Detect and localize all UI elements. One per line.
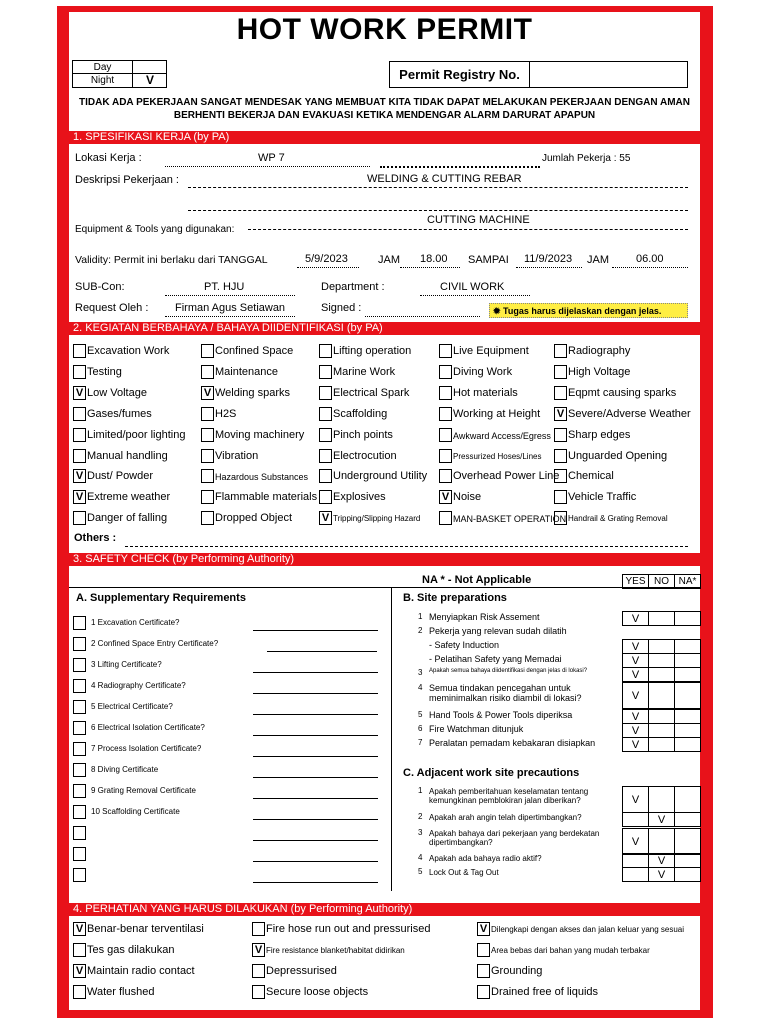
precaution-label: Drained free of liquids: [491, 986, 599, 998]
suppl-label: 2 Confined Space Entry Certificate?: [91, 639, 219, 648]
suppl-label: 6 Electrical Isolation Certificate?: [91, 723, 205, 732]
validity-label: Validity: Permit ini berlaku dari TANGGAL: [75, 254, 268, 266]
site-prep-answer: [622, 653, 701, 668]
equip-value[interactable]: CUTTING MACHINE: [427, 214, 530, 226]
site-prep-label: Peralatan pemadam kebakaran disiapkan: [429, 738, 596, 748]
jumlah-label: Jumlah Pekerja :: [542, 153, 617, 164]
answer-cell-na[interactable]: [675, 854, 701, 868]
date-from-line: [297, 267, 359, 268]
precaution-checkbox[interactable]: [252, 922, 265, 936]
precaution-label: Tes gas dilakukan: [87, 944, 175, 956]
answer-cell-na[interactable]: [675, 787, 701, 813]
answer-cell-na[interactable]: [675, 813, 701, 827]
section-1-header: 1. SPESIFIKASI KERJA (by PA): [69, 131, 700, 144]
hazard-checkbox[interactable]: [554, 428, 567, 442]
hazard-label: Pressurized Hoses/Lines: [453, 451, 542, 461]
adjacent-answer: [622, 853, 701, 868]
time-from[interactable]: 18.00: [420, 253, 448, 265]
frame-left: [57, 6, 69, 1018]
adjacent-answer: [622, 867, 701, 882]
precaution-checkbox[interactable]: [477, 943, 490, 957]
subcon-line: [165, 295, 295, 296]
hazard-label: Overhead Power Line: [453, 470, 560, 483]
answer-cell-y[interactable]: V: [623, 724, 649, 738]
hazard-label: Working at Height: [453, 407, 541, 420]
answer-cell-no[interactable]: [649, 829, 675, 855]
precaution-checkbox[interactable]: [73, 943, 86, 957]
lokasi-label: Lokasi Kerja :: [75, 152, 142, 164]
registry-label: Permit Registry No.: [390, 62, 530, 87]
hazard-label: MAN-BASKET OPERATION: [453, 514, 567, 525]
suppl-line: [253, 861, 378, 862]
section-3-header: 3. SAFETY CHECK (by Performing Authority): [69, 553, 700, 566]
answer-cell-no[interactable]: [649, 738, 675, 752]
hazard-checkbox[interactable]: V: [319, 511, 332, 525]
hazard-label: Sharp edges: [568, 428, 631, 441]
precaution-label: Area bebas dari bahan yang mudah terbakar: [491, 946, 650, 955]
date-to-line: [516, 267, 582, 268]
adjacent-num: 5: [418, 867, 423, 876]
hazard-checkbox[interactable]: [554, 386, 567, 400]
suppl-label: 3 Lifting Certificate?: [91, 660, 162, 669]
signed-label: Signed :: [321, 302, 362, 314]
answer-cell-y[interactable]: V: [623, 738, 649, 752]
signed-line: [365, 316, 480, 317]
adjacent-answer: [622, 786, 701, 813]
site-prep-label: Hand Tools & Power Tools diperiksa: [429, 710, 573, 720]
precaution-label: Grounding: [491, 965, 543, 977]
hazard-label: Excavation Work: [87, 345, 170, 357]
adjacent-label: Apakah arah angin telah dipertimbangkan?: [429, 813, 582, 822]
hazard-label: Tripping/Slipping Hazard: [333, 514, 421, 524]
jam2-label: JAM: [587, 254, 609, 266]
equip-label: Equipment & Tools yang digunakan:: [75, 224, 235, 235]
suppl-label: 4 Radiography Certificate?: [91, 681, 186, 690]
hazard-checkbox[interactable]: [201, 407, 214, 421]
hazard-checkbox[interactable]: [73, 365, 86, 379]
suppl-line: [253, 630, 378, 631]
site-prep-label: Menyiapkan Risk Assement: [429, 612, 540, 622]
site-prep-answer: [622, 737, 701, 752]
answer-cell-no[interactable]: [649, 710, 675, 724]
site-prep-answer: [622, 667, 701, 682]
others-line: [125, 546, 688, 547]
hazard-checkbox[interactable]: [319, 365, 332, 379]
hazard-label: Noise: [453, 491, 482, 504]
suppl-label: 1 Excavation Certificate?: [91, 618, 180, 627]
hazard-label: Live Equipment: [453, 345, 529, 357]
answer-cell-y[interactable]: V: [623, 683, 649, 709]
precaution-checkbox[interactable]: V: [252, 943, 265, 957]
hazard-checkbox[interactable]: [439, 407, 452, 421]
hazard-label: Severe/Adverse Weather: [568, 407, 691, 420]
hazard-checkbox[interactable]: [554, 449, 567, 463]
answer-cell-na[interactable]: [675, 683, 701, 709]
hazard-checkbox[interactable]: V: [73, 386, 86, 400]
deskripsi-line: [188, 187, 688, 188]
hazard-label: Radiography: [568, 345, 631, 357]
suppl-label: 5 Electrical Certificate?: [91, 702, 173, 711]
site-prep-answer: [622, 682, 701, 709]
deskripsi-line-2: [188, 210, 688, 211]
hazard-checkbox[interactable]: [319, 449, 332, 463]
no-header: NO: [649, 575, 675, 589]
hazard-checkbox[interactable]: [201, 428, 214, 442]
equip-line: [248, 229, 688, 230]
answer-cell-na[interactable]: [675, 724, 701, 738]
adjacent-answer: [622, 812, 701, 827]
precaution-label: Water flushed: [87, 986, 155, 998]
hazard-label: Hot materials: [453, 386, 518, 399]
instruction-note: ✹ Tugas harus dijelaskan dengan jelas.: [489, 303, 688, 318]
request-value[interactable]: Firman Agus Setiawan: [175, 302, 286, 314]
site-prep-label: - Pelatihan Safety yang Memadai: [429, 654, 562, 664]
precaution-label: Fire hose run out and pressurised: [266, 923, 431, 935]
answer-cell-y[interactable]: [623, 813, 649, 827]
yes-header: YES: [623, 575, 649, 589]
precaution-checkbox[interactable]: [477, 985, 490, 999]
section-4-header: 4. PERHATIAN YANG HARUS DILAKUKAN (by Performing Authority): [69, 903, 700, 916]
day-label: Day: [73, 61, 133, 74]
site-prep-num: 7: [418, 738, 423, 747]
suppl-line: [267, 651, 377, 652]
hazard-checkbox[interactable]: [201, 490, 214, 504]
site-prep-num: 6: [418, 724, 423, 733]
answer-cell-no[interactable]: V: [649, 854, 675, 868]
lokasi-line: [165, 166, 370, 167]
site-prep-label: - Safety Induction: [429, 640, 500, 650]
time-from-line: [400, 267, 460, 268]
adjacent-label: Apakah ada bahaya radio aktif?: [429, 854, 542, 863]
answer-cell-na[interactable]: [675, 640, 701, 654]
adjacent-label: Apakah bahaya dari pekerjaan yang berdekatan dipertimbangkan?: [429, 829, 600, 847]
department-line: [420, 295, 530, 296]
precaution-checkbox[interactable]: [73, 985, 86, 999]
sampai-label: SAMPAI: [468, 254, 509, 266]
site-prep-label: Apakah semua bahaya diidentifikasi dengan jelas di lokasi?: [429, 668, 588, 674]
answer-cell-y[interactable]: [623, 854, 649, 868]
hazard-label: Vehicle Traffic: [568, 491, 637, 504]
time-to-line: [612, 267, 688, 268]
hazard-label: Dust/ Powder: [87, 470, 154, 483]
frame-right: [700, 6, 713, 1018]
answer-cell-y[interactable]: V: [623, 668, 649, 682]
precaution-checkbox[interactable]: [477, 964, 490, 978]
suppl-checkbox[interactable]: [73, 637, 86, 651]
hazard-label: H2S: [215, 407, 237, 420]
hazard-checkbox[interactable]: V: [73, 490, 86, 504]
precaution-checkbox[interactable]: [252, 964, 265, 978]
answer-cell-no[interactable]: [649, 640, 675, 654]
adjacent-answer: [622, 828, 701, 855]
hazard-checkbox[interactable]: [439, 365, 452, 379]
precaution-label: Secure loose objects: [266, 986, 369, 998]
hazard-checkbox[interactable]: [319, 344, 332, 358]
lokasi-value[interactable]: WP 7: [258, 152, 285, 164]
hazard-label: Testing: [87, 365, 122, 378]
suppl-checkbox[interactable]: [73, 826, 86, 840]
hazard-checkbox[interactable]: [439, 511, 452, 525]
suppl-line: [253, 819, 378, 820]
hazard-label: Limited/poor lighting: [87, 428, 186, 441]
hazard-checkbox[interactable]: [554, 511, 567, 525]
request-line: [165, 316, 295, 317]
precaution-label: Benar-benar terventilasi: [87, 923, 204, 935]
suppl-checkbox[interactable]: [73, 679, 86, 693]
adjacent-title: C. Adjacent work site precautions: [403, 767, 580, 779]
hazard-label: Manual handling: [87, 449, 168, 462]
adjacent-label: Lock Out & Tag Out: [429, 868, 499, 877]
suppl-checkbox[interactable]: [73, 616, 86, 630]
suppl-checkbox[interactable]: [73, 805, 86, 819]
night-label: Night: [73, 74, 133, 87]
hazard-label: Maintenance: [215, 365, 278, 378]
precaution-checkbox[interactable]: [252, 985, 265, 999]
hazard-checkbox[interactable]: [554, 490, 567, 504]
subcon-value[interactable]: PT. HJU: [204, 281, 245, 293]
site-prep-num: 4: [418, 683, 423, 692]
shift-box: [72, 60, 167, 88]
hazard-label: Dropped Object: [215, 512, 293, 525]
hazard-checkbox[interactable]: [73, 511, 86, 525]
hazard-label: Flammable materials: [215, 491, 318, 504]
hazard-checkbox[interactable]: [439, 386, 452, 400]
adjacent-label: Apakah pemberitahuan keselamatan tentang kemungkinan pemblokiran jalan diberikan?: [429, 787, 589, 805]
precaution-checkbox[interactable]: V: [73, 922, 86, 936]
hazard-label: Danger of falling: [87, 512, 168, 525]
hazard-label: Explosives: [333, 491, 386, 504]
hazard-checkbox[interactable]: [201, 469, 214, 483]
time-to[interactable]: 06.00: [636, 253, 664, 265]
answer-cell-y[interactable]: V: [623, 787, 649, 813]
site-prep-label: Fire Watchman ditunjuk: [429, 724, 524, 734]
suppl-line: [253, 672, 378, 673]
page-title: HOT WORK PERMIT: [236, 13, 533, 46]
answer-cell-y[interactable]: V: [623, 654, 649, 668]
hazard-label: Gases/fumes: [87, 407, 152, 420]
hazard-label: Hazardous Substances: [215, 472, 309, 483]
section-2-header: 2. KEGIATAN BERBAHAYA / BAHAYA DIIDENTIFIKASI (by PA): [69, 322, 700, 335]
hazard-checkbox[interactable]: [201, 365, 214, 379]
request-label: Request Oleh :: [75, 302, 149, 314]
hazard-label: Vibration: [215, 449, 259, 462]
hazard-label: Handrail & Grating Removal: [568, 514, 668, 524]
suppl-line: [253, 735, 378, 736]
hazard-label: Moving machinery: [215, 428, 305, 441]
frame-bottom: [57, 1010, 713, 1018]
hazard-checkbox[interactable]: [201, 511, 214, 525]
hazard-checkbox[interactable]: [73, 407, 86, 421]
na-legend: NA * - Not Applicable: [422, 574, 532, 586]
others-label: Others :: [74, 532, 117, 544]
hazard-label: Awkward Access/Egress: [453, 430, 551, 441]
suppl-line: [253, 777, 378, 778]
precaution-label: Fire resistance blanket/habitat didirikan: [266, 946, 405, 955]
hazard-checkbox[interactable]: V: [439, 490, 452, 504]
site-prep-label: Pekerja yang relevan sudah dilatih: [429, 626, 567, 636]
site-prep-answer: [622, 723, 701, 738]
suppl-line: [253, 798, 378, 799]
suppl-line: [253, 840, 378, 841]
safety-warning: [69, 96, 700, 122]
adjacent-num: 2: [418, 812, 423, 821]
hazard-label: Chemical: [568, 470, 614, 483]
registry-box: [389, 61, 688, 88]
hazard-label: Lifting operation: [333, 345, 412, 357]
site-prep-answer: [622, 709, 701, 724]
answer-cell-no[interactable]: [649, 612, 675, 626]
hazard-checkbox[interactable]: V: [73, 469, 86, 483]
deskripsi-value[interactable]: WELDING & CUTTING REBAR: [367, 173, 522, 185]
site-prep-answer: [622, 611, 701, 626]
suppl-checkbox[interactable]: [73, 658, 86, 672]
jam-label: JAM: [378, 254, 400, 266]
hazard-checkbox[interactable]: V: [554, 407, 567, 421]
adjacent-num: 3: [418, 828, 423, 837]
answer-cell-na[interactable]: [675, 654, 701, 668]
hazard-label: Welding sparks: [215, 386, 290, 399]
hazard-checkbox[interactable]: [319, 469, 332, 483]
suppl-label: 7 Process Isolation Certificate?: [91, 744, 202, 753]
answer-cell-no[interactable]: V: [649, 868, 675, 882]
hazard-label: Electrocution: [333, 449, 397, 462]
answer-cell-no[interactable]: [649, 654, 675, 668]
hazard-checkbox[interactable]: [319, 490, 332, 504]
answer-cell-na[interactable]: [675, 738, 701, 752]
answer-cell-no[interactable]: V: [649, 813, 675, 827]
hazard-label: Extreme weather: [87, 491, 171, 504]
date-from[interactable]: 5/9/2023: [305, 253, 348, 265]
suppl-line: [253, 693, 378, 694]
hazard-label: Eqpmt causing sparks: [568, 386, 677, 399]
suppl-checkbox[interactable]: [73, 784, 86, 798]
hazard-checkbox[interactable]: [554, 344, 567, 358]
site-prep-answer: [622, 639, 701, 654]
night-value[interactable]: V: [145, 73, 154, 87]
department-value[interactable]: CIVIL WORK: [440, 281, 505, 293]
suppl-checkbox[interactable]: [73, 847, 86, 861]
department-label: Department :: [321, 281, 385, 293]
hazard-checkbox[interactable]: [319, 428, 332, 442]
date-to[interactable]: 11/9/2023: [524, 253, 573, 265]
hazard-label: Unguarded Opening: [568, 449, 668, 462]
hazard-label: Electrical Spark: [333, 386, 410, 399]
suppl-label: 10 Scaffolding Certificate: [91, 807, 180, 816]
answer-cell-na[interactable]: [675, 829, 701, 855]
suppl-label: 9 Grating Removal Certificate: [91, 786, 196, 795]
jumlah-pekerja: [542, 153, 630, 164]
warning-line-2: BERHENTI BEKERJA DAN EVAKUASI KETIKA MENDENGAR ALARM DARURAT APAPUN: [173, 110, 596, 121]
suppl-line: [253, 756, 378, 757]
answer-cell-na[interactable]: [675, 612, 701, 626]
hazard-checkbox[interactable]: [554, 469, 567, 483]
supplementary-title: A. Supplementary Requirements: [76, 592, 246, 604]
hazard-checkbox[interactable]: V: [201, 386, 214, 400]
answer-cell-y[interactable]: V: [623, 612, 649, 626]
hazard-label: Pinch points: [333, 428, 393, 441]
suppl-line: [253, 882, 378, 883]
answer-cell-y[interactable]: V: [623, 829, 649, 855]
answer-cell-y[interactable]: V: [623, 640, 649, 654]
hazard-checkbox[interactable]: [319, 386, 332, 400]
hazard-checkbox[interactable]: [319, 407, 332, 421]
hazard-label: Scaffolding: [333, 407, 388, 420]
site-prep-num: 5: [418, 710, 423, 719]
warning-line-1: TIDAK ADA PEKERJAAN SANGAT MENDESAK YANG MEMBUAT KITA TIDAK DAPAT MELAKUKAN PEKERJAAN DENGAN AMAN: [79, 97, 690, 108]
hazard-label: High Voltage: [568, 365, 631, 378]
suppl-checkbox[interactable]: [73, 700, 86, 714]
suppl-checkbox[interactable]: [73, 742, 86, 756]
precaution-label: Depressurised: [266, 965, 337, 977]
suppl-checkbox[interactable]: [73, 868, 86, 882]
site-prep-title: B. Site preparations: [403, 592, 507, 604]
answer-cell-no[interactable]: [649, 724, 675, 738]
hazard-label: Confined Space: [215, 345, 294, 357]
answer-cell-y[interactable]: [623, 868, 649, 882]
hazard-checkbox[interactable]: [439, 428, 452, 442]
site-prep-num: 2: [418, 626, 423, 635]
answer-cell-no[interactable]: [649, 787, 675, 813]
suppl-label: 8 Diving Certificate: [91, 765, 159, 774]
deskripsi-label: Deskripsi Pekerjaan :: [75, 174, 179, 186]
answer-cell-y[interactable]: V: [623, 710, 649, 724]
site-prep-num: 1: [418, 612, 423, 621]
section-3-divider: [69, 587, 700, 588]
hazard-checkbox[interactable]: [201, 449, 214, 463]
suppl-checkbox[interactable]: [73, 763, 86, 777]
precaution-label: Dilengkapi dengan akses dan jalan keluar yang sesuai: [491, 925, 685, 934]
site-prep-num: 3: [418, 668, 423, 677]
precaution-label: Maintain radio contact: [87, 965, 195, 977]
hazard-label: Marine Work: [333, 365, 396, 378]
na-header: NA*: [675, 575, 701, 589]
adjacent-num: 4: [418, 853, 423, 862]
lokasi-line-2: [380, 166, 540, 168]
hazard-checkbox[interactable]: [73, 428, 86, 442]
answer-cell-no[interactable]: [649, 668, 675, 682]
hazard-checkbox[interactable]: [554, 365, 567, 379]
hazard-label: Underground Utility: [333, 470, 428, 483]
jumlah-value[interactable]: 55: [619, 153, 631, 164]
hazard-label: Low Voltage: [87, 386, 147, 399]
precaution-checkbox[interactable]: V: [477, 922, 490, 936]
section-3-vdivider: [391, 588, 392, 891]
suppl-checkbox[interactable]: [73, 721, 86, 735]
precaution-checkbox[interactable]: V: [73, 964, 86, 978]
subcon-label: SUB-Con:: [75, 281, 125, 293]
answer-cell-na[interactable]: [675, 710, 701, 724]
hazard-checkbox[interactable]: [73, 449, 86, 463]
hazard-checkbox[interactable]: [73, 344, 86, 358]
answer-cell-no[interactable]: [649, 683, 675, 709]
hazard-checkbox[interactable]: [439, 449, 452, 463]
adjacent-num: 1: [418, 786, 423, 795]
answer-cell-na[interactable]: [675, 668, 701, 682]
hazard-checkbox[interactable]: [439, 344, 452, 358]
answer-cell-na[interactable]: [675, 868, 701, 882]
suppl-line: [253, 714, 378, 715]
hazard-label: Diving Work: [453, 365, 513, 378]
frame-top: [57, 6, 713, 12]
hazard-checkbox[interactable]: [201, 344, 214, 358]
hazard-checkbox[interactable]: [439, 469, 452, 483]
site-prep-label: Semua tindakan pencegahan untuk meminimalkan risiko diambil di lokasi?: [429, 683, 582, 703]
